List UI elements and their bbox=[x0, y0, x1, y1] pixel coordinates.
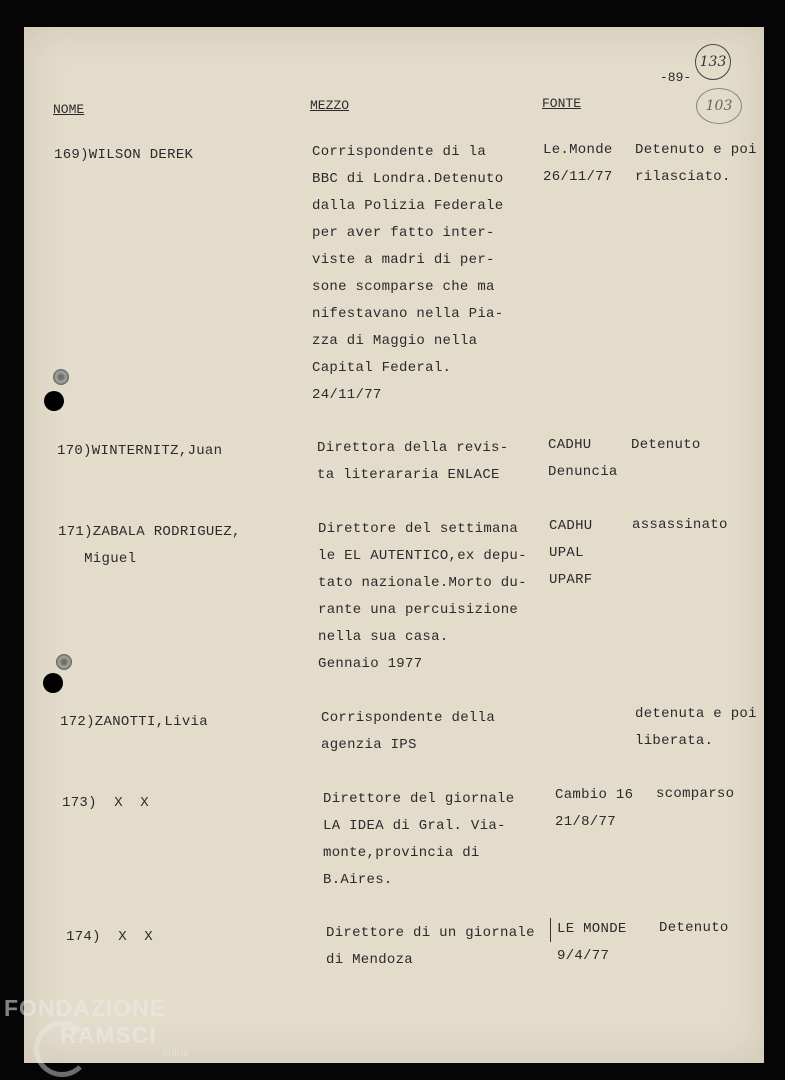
entry-173-status: scomparso bbox=[656, 786, 735, 802]
entry-172-name: 172)ZANOTTI,Livia bbox=[60, 714, 208, 730]
page-number: -89- bbox=[660, 70, 692, 85]
entry-173-medium: Direttore del giornale LA IDEA di Gral. Via- monte,provincia di B.Aires. bbox=[323, 791, 515, 888]
entry-173-name: 173) X X bbox=[62, 795, 150, 811]
column-header-medium: MEZZO bbox=[310, 98, 350, 113]
entry-169-name: 169)WILSON DEREK bbox=[54, 147, 194, 163]
foundation-watermark bbox=[4, 995, 189, 1059]
entry-171-medium: Direttore del settimana le EL AUTENTICO,ex depu- tato nazionale.Morto du- rante una percuisizione nella sua casa. Gennaio 1977 bbox=[318, 521, 527, 672]
entry-170-source: CADHU Denuncia bbox=[548, 437, 618, 480]
entry-172-medium: Corrispondente della agenzia IPS bbox=[321, 710, 496, 753]
rust-mark-top bbox=[53, 369, 69, 385]
entry-171-source: CADHU UPAL UPARF bbox=[549, 518, 593, 588]
archive-number-top: 133 bbox=[699, 54, 727, 70]
entry-169-source: Le.Monde 26/11/77 bbox=[543, 142, 613, 185]
entry-174-name: 174) X X bbox=[66, 929, 154, 945]
entry-169-medium: Corrispondente di la BBC di Londra.Detenuto dalla Polizia Federale per aver fatto inter- viste a madri di per- sone scomparse che ma nifestavano nella Pia- zza di Maggio nella Capital Federal. 24/11/77 bbox=[312, 144, 504, 403]
punch-hole-bottom bbox=[43, 673, 63, 693]
rust-mark-bottom bbox=[56, 654, 72, 670]
hand-drawn-divider bbox=[550, 918, 551, 942]
entry-172-status: detenuta e poi liberata. bbox=[635, 706, 757, 749]
column-header-name: NOME bbox=[53, 102, 85, 117]
archive-number-stamp bbox=[695, 44, 731, 80]
entry-174-status: Detenuto bbox=[659, 920, 729, 936]
archive-number-stamp-old bbox=[696, 88, 742, 124]
watermark-line2: RAMSCI bbox=[60, 1022, 157, 1048]
entry-173-source: Cambio 16 21/8/77 bbox=[555, 787, 634, 830]
entry-170-name: 170)WINTERNITZ,Juan bbox=[57, 443, 223, 459]
watermark-line3: onlus bbox=[162, 1047, 189, 1059]
column-header-source: FONTE bbox=[542, 96, 582, 111]
archive-number-bottom: 103 bbox=[705, 98, 733, 114]
entry-170-medium: Direttora della revis- ta literararia ENLACE bbox=[317, 440, 509, 483]
entry-174-source: LE MONDE 9/4/77 bbox=[557, 921, 627, 964]
watermark-line1: FONDAZIONE bbox=[4, 995, 167, 1021]
entry-174-medium: Direttore di un giornale di Mendoza bbox=[326, 925, 535, 968]
entry-170-status: Detenuto bbox=[631, 437, 701, 453]
entry-171-status: assassinato bbox=[632, 517, 728, 533]
entry-169-status: Detenuto e poi rilasciato. bbox=[635, 142, 757, 185]
watermark-g-logo-icon bbox=[34, 1021, 90, 1077]
entry-171-name: 171)ZABALA RODRIGUEZ, Miguel bbox=[58, 524, 241, 567]
punch-hole-top bbox=[44, 391, 64, 411]
